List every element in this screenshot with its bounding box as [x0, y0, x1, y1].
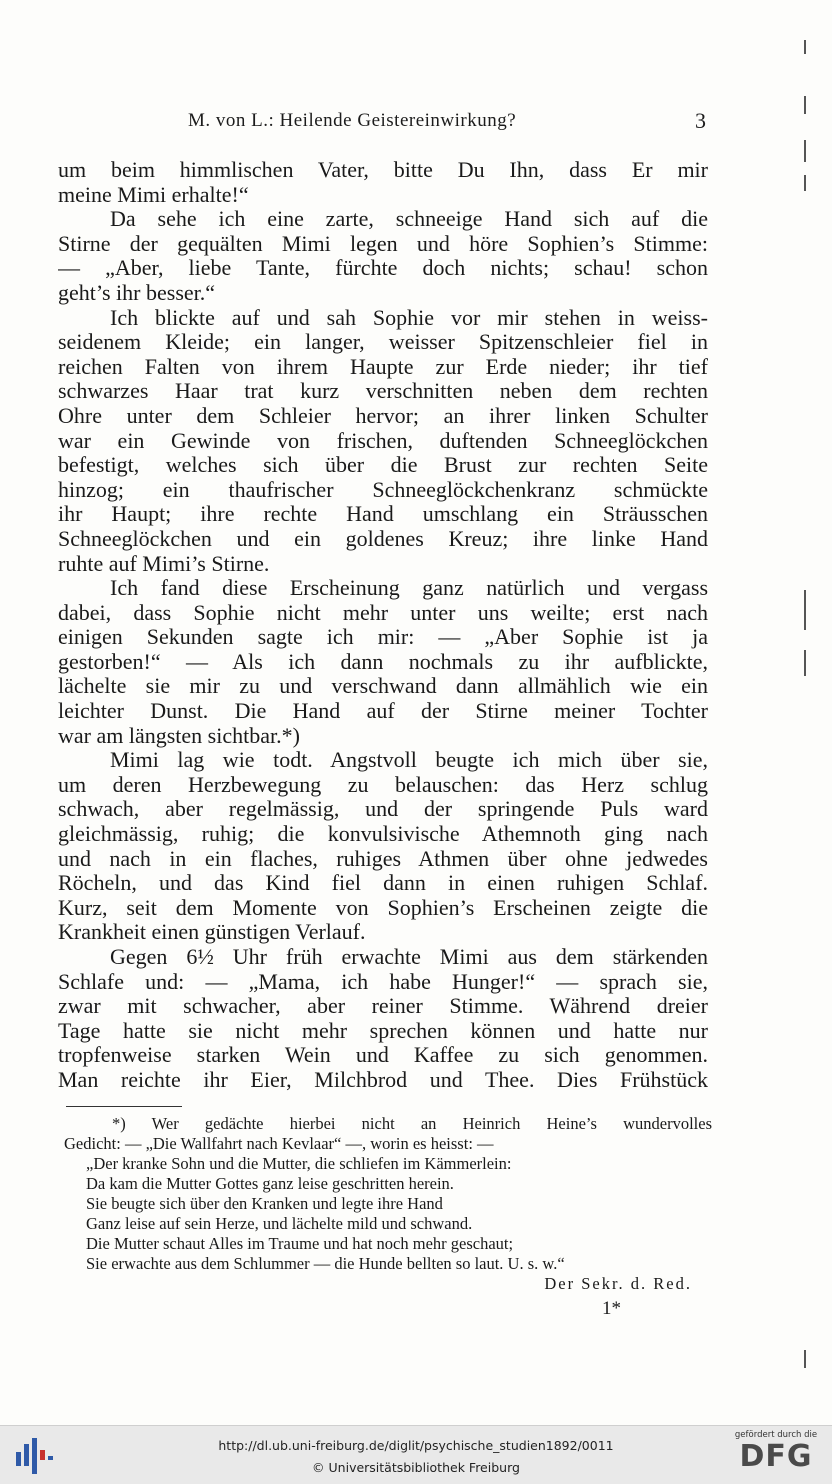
dfg-tagline: gefördert durch die [734, 1430, 818, 1440]
text-line: gleichmässig, ruhig; die konvulsivische Athemnoth ging nach [58, 822, 708, 847]
dfg-wordmark: DFG [739, 1439, 813, 1474]
text-line: schwach, aber regelmässig, und der springende Puls ward [58, 797, 708, 822]
page-number: 3 [695, 108, 706, 133]
text-line: zwar mit schwacher, aber reiner Stimme. Während dreier [58, 994, 708, 1019]
text-line: reichen Falten von ihrem Haupte zur Erde nieder; ihr tief [58, 354, 708, 379]
footnote-line: *) Wer gedächte hierbei nicht an Heinrich Heine’s wundervolles [112, 1114, 712, 1133]
text-line: befestigt, welches sich über die Brust zur rechten Seite [58, 453, 708, 478]
text-line: schwarzes Haar trat kurz verschnitten neben dem rechten [58, 379, 708, 404]
text-line: Ich blickte auf und sah Sophie vor mir stehen in weiss- [110, 305, 708, 330]
footnote-poem-line: Sie erwachte aus dem Schlummer — die Hunde bellten so laut. U. s. w.“ [86, 1254, 565, 1273]
text-line: war am längsten sichtbar.*) [58, 723, 300, 748]
text-line: Tage hatte sie nicht mehr sprechen können und hatte nur [58, 1018, 708, 1043]
body-text [58, 158, 708, 1093]
text-line: Stirne der gequälten Mimi legen und höre Sophien’s Stimme: [58, 231, 708, 256]
editor-signature: Der Sekr. d. Red. [544, 1274, 692, 1293]
text-line: war ein Gewinde von frischen, duftenden Schneeglöckchen [58, 428, 708, 453]
text-line: Kurz, seit dem Momente von Sophien’s Erscheinen zeigte die [58, 895, 708, 920]
text-line: — „Aber, liebe Tante, fürchte doch nichts; schau! schon [58, 256, 708, 281]
copyright-text: © Universitätsbibliothek Freiburg [312, 1460, 520, 1475]
text-line: um beim himmlischen Vater, bitte Du Ihn, dass Er mir [58, 158, 708, 182]
text-line: Man reichte ihr Eier, Milchbrod und Thee. Dies Frühstück [58, 1067, 708, 1092]
text-line: Schlafe und: — „Mama, ich habe Hunger!“ — sprach sie, [58, 969, 708, 994]
footnote-poem-line: Sie beugte sich über den Kranken und legte ihre Hand [86, 1194, 443, 1213]
text-line: ihr Haupt; ihre rechte Hand umschlang ein Sträusschen [58, 502, 708, 527]
text-line: ruhte auf Mimi’s Stirne. [58, 551, 270, 576]
text-line: einigen Sekunden sagte ich mir: — „Aber Sophie ist ja [58, 625, 708, 650]
footnote-poem-line: Da kam die Mutter Gottes ganz leise geschritten herein. [86, 1174, 454, 1193]
footnote-divider [66, 1106, 182, 1107]
text-line: leichter Dunst. Die Hand auf der Stirne meiner Tochter [58, 699, 708, 724]
text-line: meine Mimi erhalte!“ [58, 182, 249, 207]
text-line: Ohre unter dem Schleier hervor; an ihrer linken Schulter [58, 403, 708, 428]
footnote-line: Gedicht: — „Die Wallfahrt nach Kevlaar“ —, worin es heisst: — [64, 1134, 494, 1153]
text-line: Mimi lag wie todt. Angstvoll beugte ich mich über sie, [110, 748, 708, 773]
text-line: Gegen 6½ Uhr früh erwachte Mimi aus dem stärkenden [110, 945, 708, 969]
text-line: um deren Herzbewegung zu belauschen: das Herz schlug [58, 772, 708, 797]
text-line: Schneeglöckchen und ein goldenes Kreuz; ihre linke Hand [58, 526, 708, 551]
text-line: Krankheit einen günstigen Verlauf. [58, 920, 366, 945]
text-line: und nach in ein flaches, ruhiges Athmen über ohne jedwedes [58, 846, 708, 871]
text-line: lächelte sie mir zu und verschwand dann allmählich wie ein [58, 674, 708, 699]
sheet-signature-mark: 1* [602, 1298, 621, 1319]
footnote-poem-line: Ganz leise auf sein Herze, und lächelte mild und schwand. [86, 1214, 473, 1233]
text-line: gestorben!“ — Als ich dann nochmals zu ihr aufblickte, [58, 649, 708, 674]
text-line: Da sehe ich eine zarte, schneeige Hand sich auf die [110, 207, 708, 232]
text-line: dabei, dass Sophie nicht mehr unter uns weilte; erst nach [58, 600, 708, 625]
text-line: seidenem Kleide; ein langer, weisser Spitzenschleier fiel in [58, 330, 708, 355]
text-line: geht’s ihr besser.“ [58, 280, 216, 305]
footnote-poem-line: Die Mutter schaut Alles im Traume und hat noch mehr geschaut; [86, 1234, 514, 1253]
running-title: M. von L.: Heilende Geistereinwirkung? [188, 110, 517, 131]
source-url-link[interactable]: http://dl.ub.uni-freiburg.de/diglit/psychische_studien1892/0011 [218, 1438, 614, 1453]
page-header [60, 108, 710, 138]
footnote [64, 1114, 712, 1294]
text-line: Ich fand diese Erscheinung ganz natürlich und vergass [110, 576, 708, 601]
text-line: Röcheln, und das Kind fiel dann in einen ruhigen Schlaf. [58, 871, 708, 896]
scan-edge-artifacts [804, 0, 824, 1425]
text-line: tropfenweise starken Wein und Kaffee zu sich genommen. [58, 1043, 708, 1068]
footnote-poem-line: „Der kranke Sohn und die Mutter, die schliefen im Kämmerlein: [86, 1154, 512, 1173]
text-line: hinzog; ein thaufrischer Schneeglöckchenkranz schmückte [58, 477, 708, 502]
dfg-logo[interactable] [730, 1430, 822, 1482]
viewer-footer [0, 1425, 832, 1484]
